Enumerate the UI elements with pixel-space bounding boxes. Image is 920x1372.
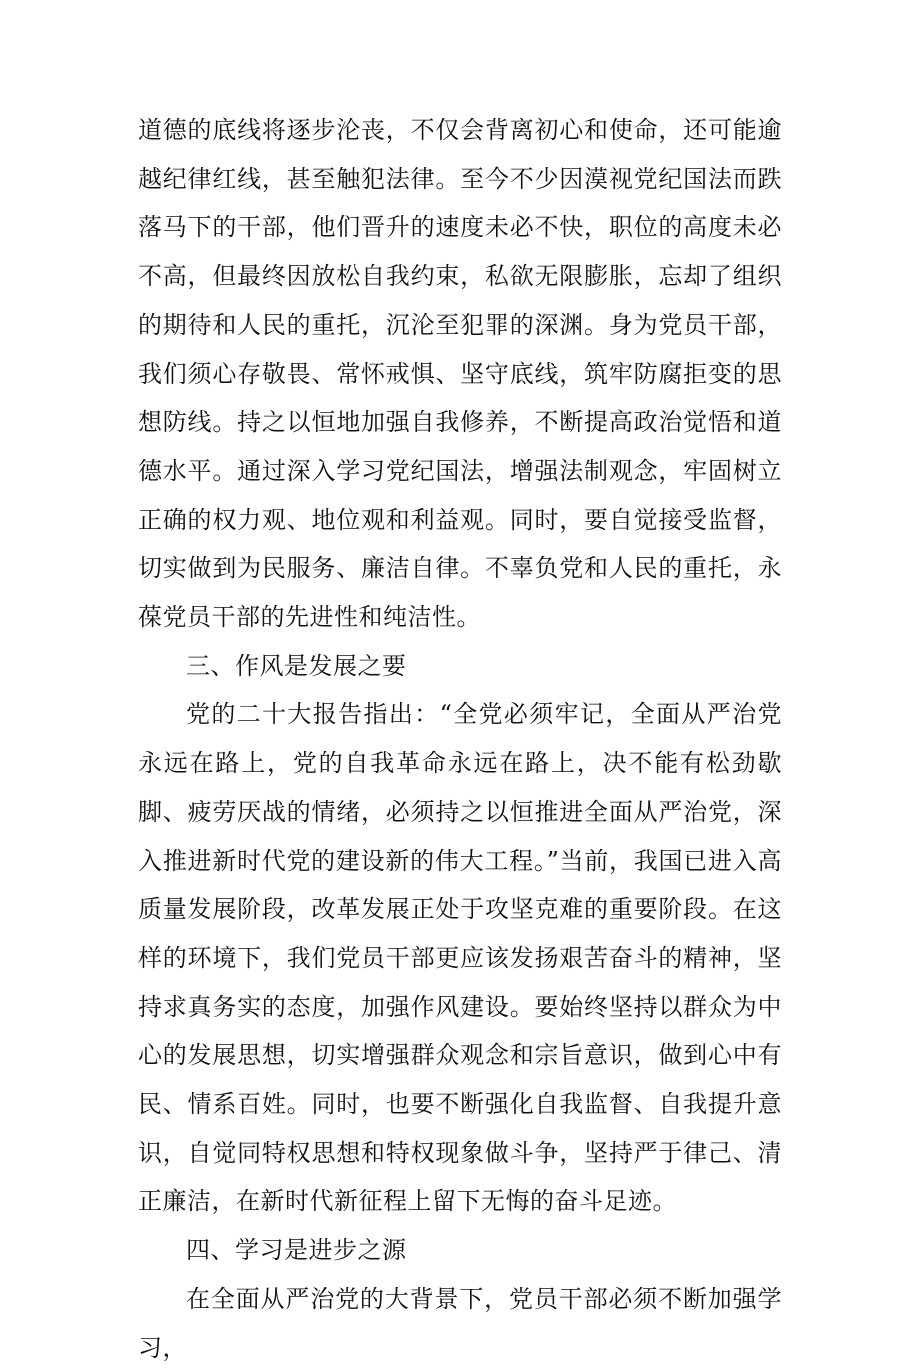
document-body — [138, 106, 782, 1372]
paragraph-continuation: 道德的底线将逐步沦丧，不仅会背离初心和使命，还可能逾越纪律红线，甚至触犯法律。至今不少因漠视党纪国法而跌落马下的干部，他们晋升的速度未必不快，职位的高度未必不高，但最终因放松自我约束，私欲无限膨胀，忘却了组织的期待和人民的重托，沉沦至犯罪的深渊。身为党员干部，我们须心存敬畏、常怀戒惧、坚守底线，筑牢防腐拒变的思想防线。持之以恒地加强自我修养，不断提高政治觉悟和道德水平。通过深入学习党纪国法，增强法制观念，牢固树立正确的权力观、地位观和利益观。同时，要自觉接受监督，切实做到为民服务、廉洁自律。不辜负党和人民的重托，永葆党员干部的先进性和纯洁性。 — [138, 116, 782, 632]
section-heading-4: 四、学习是进步之源 — [186, 1236, 407, 1265]
paragraph-section-4: 在全面从严治党的大背景下，党员干部必须不断加强学习， — [138, 1284, 782, 1362]
section-heading-3: 三、作风是发展之要 — [186, 651, 407, 680]
paragraph-section-3: 党的二十大报告指出：“全党必须牢记，全面从严治党永远在路上，党的自我革命永远在路上，决不能有松劲歇脚、疲劳厌战的情绪，必须持之以恒推进全面从严治党，深入推进新时代党的建设新的伟大工程。”当前，我国已进入高质量发展阶段，改革发展正处于攻坚克难的重要阶段。在这样的环境下，我们党员干部更应该发扬艰苦奋斗的精神，坚持求真务实的态度，加强作风建设。要始终坚持以群众为中心的发展思想，切实增强群众观念和宗旨意识，做到心中有民、情系百姓。同时，也要不断强化自我监督、自我提升意识，自觉同特权思想和特权现象做斗争，坚持严于律己、清正廉洁，在新时代新征程上留下无悔的奋斗足迹。 — [138, 700, 782, 1216]
